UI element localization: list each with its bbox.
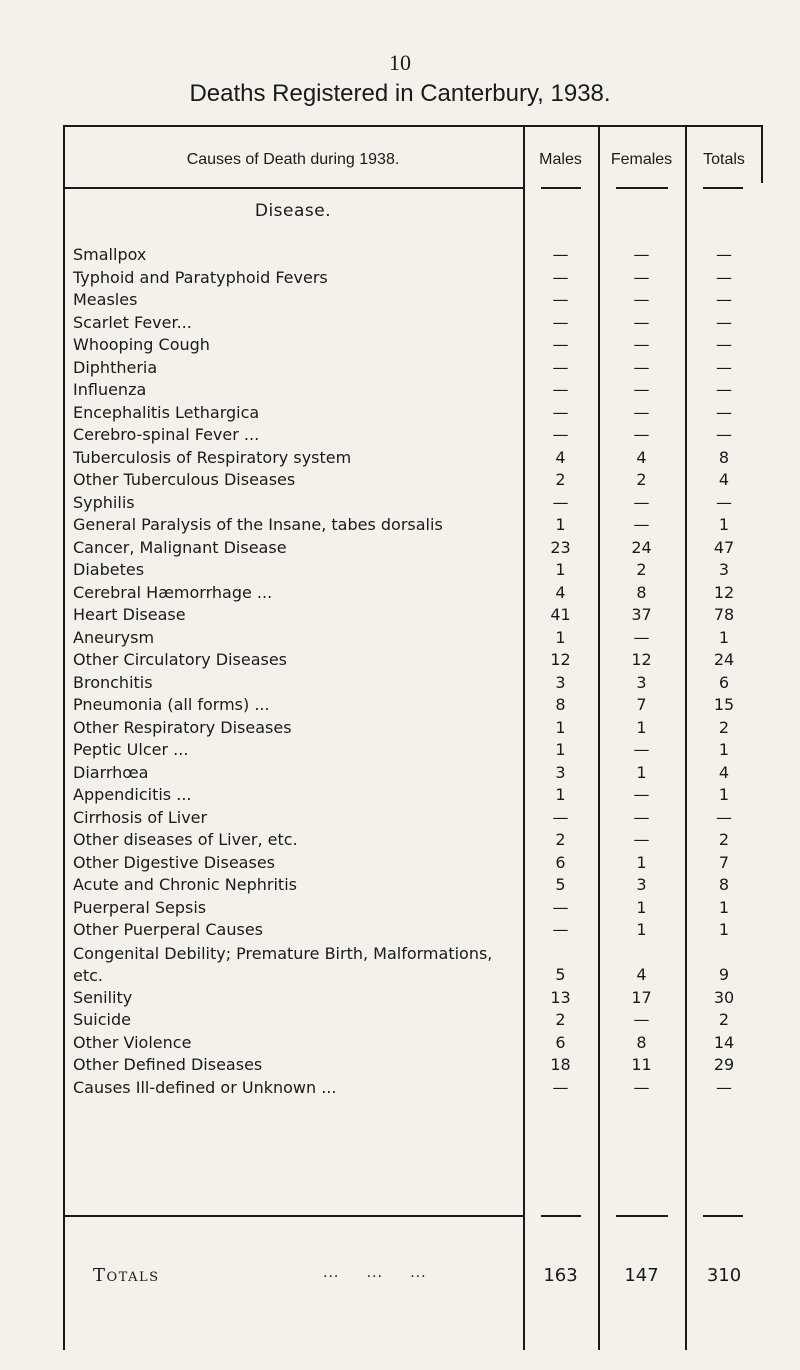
females-value: 3 bbox=[636, 672, 647, 692]
totals-value: 4 bbox=[718, 762, 730, 782]
females-value: 3 bbox=[636, 875, 647, 894]
males-value: 1 bbox=[555, 627, 566, 647]
males-value: — bbox=[552, 380, 569, 399]
totals-value: 2 bbox=[718, 830, 730, 849]
totals-value: 24 bbox=[713, 650, 735, 669]
males-value: 41 bbox=[550, 605, 571, 624]
table-row bbox=[63, 740, 763, 763]
males-value: 13 bbox=[550, 987, 571, 1007]
females-value: — bbox=[633, 515, 650, 534]
cause-label: Cerebro-spinal Fever ... bbox=[73, 425, 260, 444]
females-value: — bbox=[633, 830, 650, 849]
males-value: 12 bbox=[550, 650, 571, 669]
cause-label: General Paralysis of the Insane, tabes dorsalis bbox=[73, 515, 443, 534]
table-row bbox=[63, 245, 763, 268]
cause-label: Cirrhosis of Liver bbox=[73, 807, 208, 827]
females-value: 2 bbox=[636, 560, 647, 579]
cause-label: Acute and Chronic Nephritis bbox=[73, 875, 297, 894]
males-value: — bbox=[552, 425, 569, 444]
table-row bbox=[63, 988, 763, 1011]
males-value: 4 bbox=[555, 447, 566, 467]
females-value: — bbox=[633, 312, 650, 332]
table-row bbox=[63, 1033, 763, 1056]
cause-label: Other Violence bbox=[73, 1032, 192, 1052]
males-value: — bbox=[552, 402, 569, 422]
totals-value: 15 bbox=[713, 695, 735, 714]
females-value: 4 bbox=[636, 447, 647, 467]
cause-label: Heart Disease bbox=[73, 605, 186, 624]
cause-label: Scarlet Fever... bbox=[73, 312, 192, 332]
header-totals: Totals bbox=[703, 151, 745, 168]
cause-label: Pneumonia (all forms) ... bbox=[73, 695, 270, 714]
table-row bbox=[63, 920, 763, 943]
table-row bbox=[63, 718, 763, 741]
table-row bbox=[63, 515, 763, 538]
females-value: 4 bbox=[636, 965, 647, 984]
cause-label: Diphtheria bbox=[73, 357, 158, 377]
table-row bbox=[63, 313, 763, 336]
totals-value: 1 bbox=[718, 515, 730, 534]
males-value: — bbox=[552, 492, 569, 512]
females-value: 37 bbox=[631, 605, 652, 624]
totals-value: 6 bbox=[718, 672, 730, 692]
cause-label: Cancer, Malignant Disease bbox=[73, 537, 287, 557]
males-value: — bbox=[552, 897, 569, 917]
females-value: 1 bbox=[636, 920, 647, 939]
table-row bbox=[63, 448, 763, 471]
table-row bbox=[63, 425, 763, 448]
males-value: 1 bbox=[555, 740, 566, 759]
page-number: 10 bbox=[389, 50, 411, 75]
cause-label: Encephalitis Lethargica bbox=[73, 402, 260, 422]
males-value: 23 bbox=[550, 537, 571, 557]
females-value: 2 bbox=[636, 470, 647, 489]
table-top-border bbox=[63, 125, 763, 127]
totals-value: — bbox=[716, 1077, 732, 1097]
cause-label: Syphilis bbox=[73, 492, 135, 512]
males-value: 5 bbox=[555, 965, 566, 984]
females-value: — bbox=[633, 267, 650, 287]
totals-value: — bbox=[716, 357, 732, 377]
cause-label: Other Circulatory Diseases bbox=[73, 650, 288, 669]
cause-label: Whooping Cough bbox=[73, 335, 210, 354]
males-value: 3 bbox=[555, 672, 566, 692]
males-value: — bbox=[552, 807, 569, 827]
males-value: — bbox=[552, 290, 569, 309]
totals-totals: 310 bbox=[706, 1265, 742, 1286]
totals-value: 29 bbox=[713, 1055, 735, 1074]
header-divider-females bbox=[616, 187, 668, 189]
totals-value: 47 bbox=[713, 537, 735, 557]
table-row bbox=[63, 538, 763, 561]
cause-label: Measles bbox=[73, 290, 138, 309]
males-value: — bbox=[552, 357, 569, 377]
header-divider-totals bbox=[703, 187, 743, 189]
females-value: — bbox=[633, 1010, 650, 1029]
males-value: 3 bbox=[555, 762, 566, 782]
totals-value: 12 bbox=[713, 582, 735, 602]
females-value: — bbox=[633, 357, 650, 377]
cause-label: Influenza bbox=[73, 380, 147, 399]
females-value: — bbox=[633, 1077, 650, 1097]
table-row bbox=[63, 853, 763, 876]
deaths-table bbox=[63, 125, 763, 1350]
females-value: — bbox=[633, 492, 650, 512]
totals-divider-males bbox=[541, 1215, 581, 1217]
table-row bbox=[63, 470, 763, 493]
totals-value: 30 bbox=[713, 987, 735, 1007]
totals-value: 8 bbox=[718, 875, 730, 894]
females-value: — bbox=[633, 627, 650, 647]
cause-label: Typhoid and Paratyphoid Fevers bbox=[73, 267, 328, 287]
cause-label: Senility bbox=[73, 987, 133, 1007]
table-row bbox=[63, 290, 763, 313]
females-value: 11 bbox=[631, 1055, 652, 1074]
table-row bbox=[63, 380, 763, 403]
table-row bbox=[63, 943, 763, 988]
totals-females: 147 bbox=[624, 1265, 659, 1286]
table-row bbox=[63, 673, 763, 696]
header-cause: Causes of Death during 1938. bbox=[186, 151, 400, 168]
cause-label: Bronchitis bbox=[73, 672, 153, 692]
cause-label: Appendicitis ... bbox=[73, 785, 192, 804]
totals-value: 1 bbox=[718, 897, 730, 917]
totals-value: — bbox=[716, 402, 732, 422]
totals-value: 9 bbox=[718, 965, 730, 984]
females-value: — bbox=[633, 290, 650, 309]
cause-label: Diarrhœa bbox=[73, 762, 149, 782]
table-row bbox=[63, 583, 763, 606]
totals-value: — bbox=[716, 380, 732, 399]
females-value: — bbox=[633, 785, 650, 804]
males-value: 2 bbox=[555, 1010, 566, 1029]
totals-divider bbox=[63, 1215, 523, 1217]
table-row bbox=[63, 403, 763, 426]
header-females: Females bbox=[610, 151, 673, 168]
totals-value: — bbox=[716, 492, 732, 512]
females-value: 7 bbox=[636, 695, 647, 714]
cause-label: Other Digestive Diseases bbox=[73, 852, 275, 872]
males-value: — bbox=[552, 267, 569, 287]
cause-rows bbox=[63, 245, 763, 1100]
totals-value: — bbox=[716, 807, 732, 827]
totals-label: Totals bbox=[93, 1265, 160, 1286]
males-value: 6 bbox=[555, 852, 566, 872]
totals-value: — bbox=[716, 335, 732, 354]
totals-value: 78 bbox=[713, 605, 735, 624]
males-value: 1 bbox=[555, 717, 566, 737]
males-value: 1 bbox=[555, 560, 566, 579]
females-value: — bbox=[633, 335, 650, 354]
totals-value: 2 bbox=[718, 1010, 730, 1029]
cause-label: Smallpox bbox=[73, 245, 147, 264]
totals-value: 1 bbox=[718, 740, 730, 759]
females-value: 8 bbox=[636, 582, 647, 602]
totals-males: 163 bbox=[543, 1265, 578, 1286]
table-row bbox=[63, 830, 763, 853]
females-value: 12 bbox=[631, 650, 652, 669]
totals-value: 14 bbox=[713, 1032, 735, 1052]
table-row bbox=[63, 650, 763, 673]
females-value: — bbox=[633, 807, 650, 827]
totals-divider-females bbox=[616, 1215, 668, 1217]
cause-label: Peptic Ulcer ... bbox=[73, 740, 189, 759]
males-value: 1 bbox=[555, 785, 566, 804]
table-row bbox=[63, 605, 763, 628]
cause-label: Suicide bbox=[73, 1010, 131, 1029]
page-title: Deaths Registered in Canterbury, 1938. bbox=[189, 80, 611, 107]
males-value: — bbox=[552, 920, 569, 939]
table-row bbox=[63, 808, 763, 831]
males-value: 18 bbox=[550, 1055, 571, 1074]
table-row bbox=[63, 358, 763, 381]
males-value: 2 bbox=[555, 470, 566, 489]
table-row bbox=[63, 695, 763, 718]
table-row bbox=[63, 560, 763, 583]
table-row bbox=[63, 1078, 763, 1101]
females-value: 17 bbox=[631, 987, 652, 1007]
females-value: — bbox=[633, 380, 650, 399]
males-value: — bbox=[552, 1077, 569, 1097]
females-value: 1 bbox=[636, 762, 647, 782]
females-value: — bbox=[633, 245, 650, 264]
totals-divider-totals bbox=[703, 1215, 743, 1217]
males-value: 6 bbox=[555, 1032, 566, 1052]
cause-label: Tuberculosis of Respiratory system bbox=[73, 447, 352, 467]
cause-label: Congenital Debility; Premature Birth, Malformations, etc. bbox=[73, 943, 493, 985]
males-value: — bbox=[552, 312, 569, 332]
males-value: 4 bbox=[555, 582, 566, 602]
table-row bbox=[63, 1055, 763, 1078]
totals-value: — bbox=[716, 267, 732, 287]
females-value: — bbox=[633, 425, 650, 444]
cause-label: Puerperal Sepsis bbox=[73, 897, 207, 917]
cause-label: Other diseases of Liver, etc. bbox=[73, 830, 298, 849]
totals-value: — bbox=[716, 312, 732, 332]
totals-value: 1 bbox=[718, 920, 730, 939]
table-row bbox=[63, 335, 763, 358]
cause-label: Other Defined Diseases bbox=[73, 1055, 263, 1074]
table-row bbox=[63, 898, 763, 921]
females-value: — bbox=[633, 402, 650, 422]
table-row bbox=[63, 1010, 763, 1033]
cause-label: Cerebral Hæmorrhage ... bbox=[73, 582, 273, 602]
cause-label: Aneurysm bbox=[73, 627, 155, 647]
females-value: 24 bbox=[631, 537, 652, 557]
table-row bbox=[63, 875, 763, 898]
table-row bbox=[63, 628, 763, 651]
totals-value: 4 bbox=[718, 470, 730, 489]
cause-label: Other Puerperal Causes bbox=[73, 920, 263, 939]
totals-value: 1 bbox=[718, 785, 730, 804]
totals-value: 3 bbox=[718, 560, 730, 579]
totals-value: 1 bbox=[718, 627, 730, 647]
header-males: Males bbox=[539, 151, 582, 168]
females-value: — bbox=[633, 740, 650, 759]
males-value: 8 bbox=[555, 695, 566, 714]
section-label: Disease. bbox=[254, 201, 332, 221]
table-row bbox=[63, 268, 763, 291]
females-value: 1 bbox=[636, 852, 647, 872]
males-value: 5 bbox=[555, 875, 566, 894]
header-divider bbox=[63, 187, 523, 189]
males-value: — bbox=[552, 335, 569, 354]
males-value: 1 bbox=[555, 515, 566, 534]
table-row bbox=[63, 763, 763, 786]
leader-dots: ... ... ... bbox=[323, 1265, 427, 1281]
males-value: — bbox=[552, 245, 569, 264]
totals-value: — bbox=[716, 290, 732, 309]
cause-label: Diabetes bbox=[73, 560, 145, 579]
cause-label: Other Respiratory Diseases bbox=[73, 717, 292, 737]
table-row bbox=[63, 785, 763, 808]
females-value: 8 bbox=[636, 1032, 647, 1052]
totals-value: 7 bbox=[718, 852, 730, 872]
cause-label: Causes Ill-defined or Unknown ... bbox=[73, 1077, 337, 1097]
totals-value: 8 bbox=[718, 447, 730, 467]
totals-value: 2 bbox=[718, 717, 730, 737]
totals-value: — bbox=[716, 245, 732, 264]
males-value: 2 bbox=[555, 830, 566, 849]
table-row bbox=[63, 493, 763, 516]
header-divider-males bbox=[541, 187, 581, 189]
cause-label: Other Tuberculous Diseases bbox=[73, 470, 296, 489]
females-value: 1 bbox=[636, 717, 647, 737]
females-value: 1 bbox=[636, 897, 647, 917]
totals-value: — bbox=[716, 425, 732, 444]
